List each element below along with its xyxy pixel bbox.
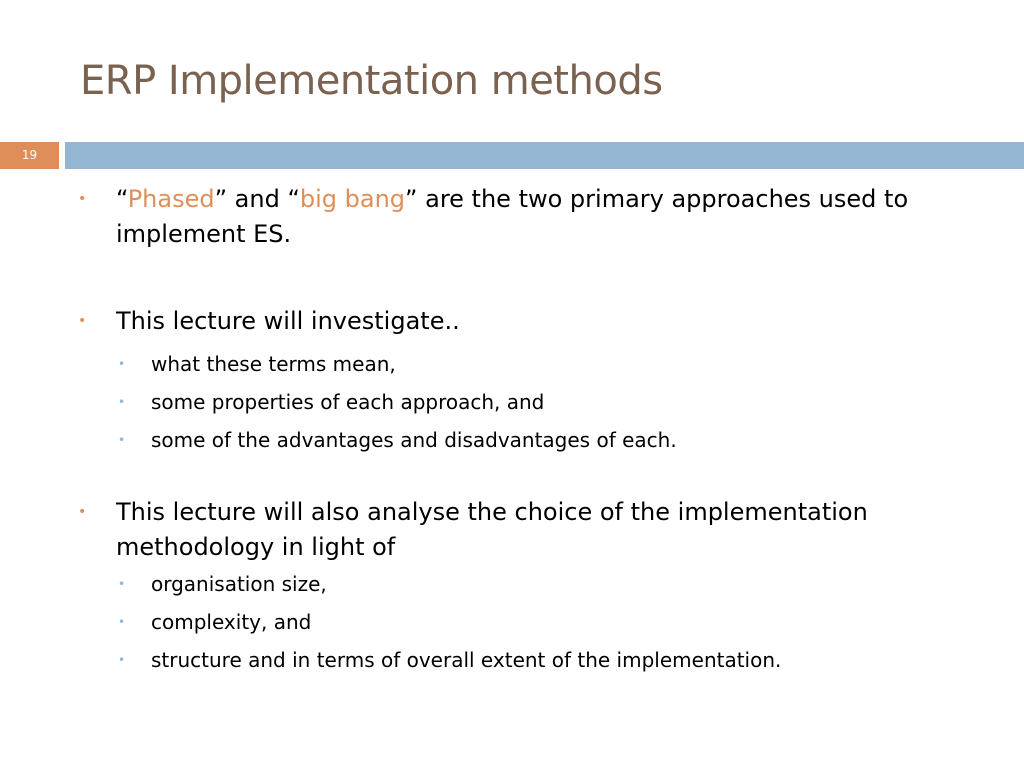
quote-open: “	[116, 185, 128, 213]
bullet-dot-icon: •	[78, 191, 87, 207]
bullet-text: This lecture will also analyse the choice of the implementation methodology in light of	[116, 498, 868, 561]
bullet-approaches	[78, 182, 1008, 252]
header-band	[65, 142, 1024, 169]
sub-bullet-text: some properties of each approach, and	[151, 390, 545, 414]
bullet-rest-text: ” are the two primary approaches used to implement ES.	[116, 185, 909, 248]
quote-and: ” and “	[214, 185, 300, 213]
sub-bullet-text: complexity, and	[151, 610, 312, 634]
sub-bullet-text: organisation size,	[151, 572, 327, 596]
slide-title: ERP Implementation methods	[80, 58, 663, 104]
sub-bullet-dot-icon: •	[118, 577, 126, 591]
sub-bullet	[78, 603, 1008, 641]
bullet-text: This lecture will investigate..	[116, 307, 460, 335]
sub-bullet-dot-icon: •	[118, 615, 126, 629]
sub-bullet-dot-icon: •	[118, 653, 126, 667]
spacer	[78, 252, 1008, 304]
bullet-dot-icon: •	[78, 313, 87, 329]
sub-bullet	[78, 421, 1008, 459]
sub-bullet	[78, 565, 1008, 603]
slide-number: 19	[0, 142, 59, 169]
sub-bullet-dot-icon: •	[118, 433, 126, 447]
spacer	[78, 459, 1008, 495]
sub-bullet-text: structure and in terms of overall extent of the implementation.	[151, 648, 782, 672]
sub-bullet	[78, 345, 1008, 383]
sub-bullet-dot-icon: •	[118, 395, 126, 409]
slide-body	[78, 182, 1008, 679]
sub-bullet	[78, 383, 1008, 421]
bullet-analyse	[78, 495, 1008, 565]
bullet-dot-icon: •	[78, 504, 87, 520]
sub-bullet-text: some of the advantages and disadvantages of each.	[151, 428, 677, 452]
sub-bullet	[78, 641, 1008, 679]
bullet-investigate	[78, 304, 1008, 339]
term-big-bang: big bang	[299, 185, 406, 213]
term-phased: Phased	[127, 185, 215, 213]
sub-bullet-text: what these terms mean,	[151, 352, 396, 376]
sub-bullet-dot-icon: •	[118, 357, 126, 371]
